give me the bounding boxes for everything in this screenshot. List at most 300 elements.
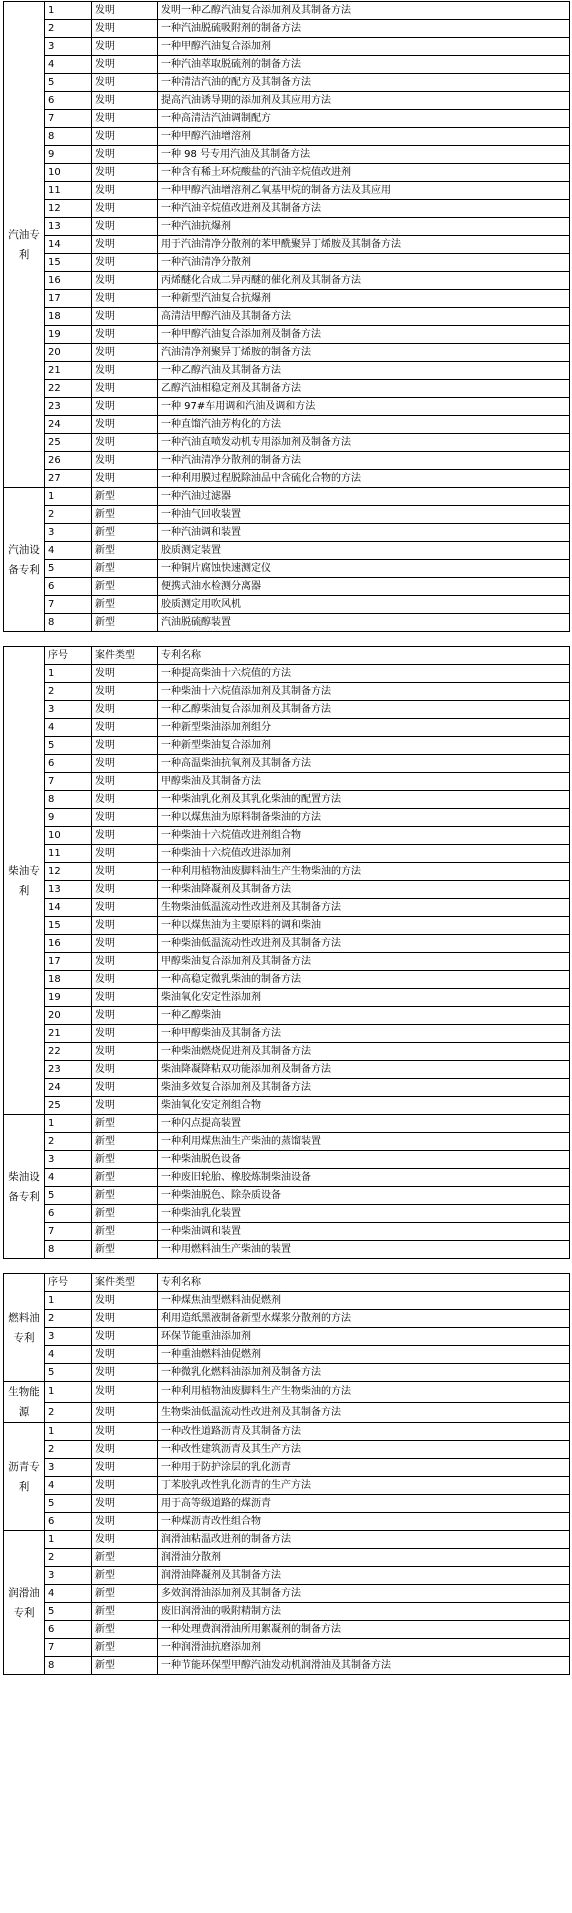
seq-cell: 3 [45, 1459, 92, 1477]
table-row [4, 1310, 570, 1328]
seq-cell: 3 [45, 1567, 92, 1585]
category-cell: 柴油专利 [4, 647, 45, 1115]
type-cell: 发明 [92, 1328, 158, 1346]
name-cell: 一种高清洁汽油调制配方 [158, 110, 570, 128]
type-cell: 发明 [92, 128, 158, 146]
category-cell: 生物能源 [4, 1382, 45, 1423]
name-cell: 一种煤焦油型燃料油促燃剂 [158, 1292, 570, 1310]
name-cell: 一种柴油脱色、除杂质设备 [158, 1187, 570, 1205]
type-cell: 发明 [92, 362, 158, 380]
patent-table [3, 646, 570, 1259]
type-cell: 发明 [92, 665, 158, 683]
patent-document [3, 1, 569, 1675]
seq-cell: 10 [45, 164, 92, 182]
table-row [4, 845, 570, 863]
seq-cell: 23 [45, 1061, 92, 1079]
category-cell: 沥青专利 [4, 1423, 45, 1531]
name-cell: 一种柴油低温流动性改进剂及其制备方法 [158, 935, 570, 953]
table-row [4, 2, 570, 20]
type-cell: 新型 [92, 1241, 158, 1259]
seq-cell: 8 [45, 128, 92, 146]
type-cell: 发明 [92, 1043, 158, 1061]
table-row [4, 917, 570, 935]
table-row [4, 1025, 570, 1043]
table-row [4, 1097, 570, 1115]
seq-cell: 5 [45, 560, 92, 578]
table-row [4, 1292, 570, 1310]
seq-cell: 1 [45, 1382, 92, 1403]
name-cell: 一种节能环保型甲醇汽油发动机润滑油及其制备方法 [158, 1657, 570, 1675]
seq-cell: 12 [45, 863, 92, 881]
table-row [4, 827, 570, 845]
name-cell: 胶质测定装置 [158, 542, 570, 560]
name-cell: 一种柴油十六烷值改进剂组合物 [158, 827, 570, 845]
type-cell: 发明 [92, 863, 158, 881]
seq-cell: 1 [45, 2, 92, 20]
table-row [4, 863, 570, 881]
name-cell: 一种润滑油抗磨添加剂 [158, 1639, 570, 1657]
table-row [4, 773, 570, 791]
type-cell: 发明 [92, 254, 158, 272]
name-cell: 一种柴油脱色设备 [158, 1151, 570, 1169]
name-cell: 发明一种乙醇汽油复合添加剂及其制备方法 [158, 2, 570, 20]
seq-cell: 3 [45, 1328, 92, 1346]
seq-cell: 18 [45, 308, 92, 326]
table-row [4, 524, 570, 542]
seq-cell: 2 [45, 683, 92, 701]
type-cell: 发明 [92, 380, 158, 398]
name-cell: 一种汽油萃取脱硫剂的制备方法 [158, 56, 570, 74]
seq-cell: 2 [45, 506, 92, 524]
type-cell: 发明 [92, 452, 158, 470]
name-cell: 一种利用植物油废脚料生产生物柴油的方法 [158, 1382, 570, 1403]
seq-cell: 2 [45, 20, 92, 38]
seq-cell: 18 [45, 971, 92, 989]
name-cell: 多效润滑油添加剂及其制备方法 [158, 1585, 570, 1603]
header-seq: 序号 [45, 1274, 92, 1292]
table-row [4, 719, 570, 737]
name-cell: 一种柴油十六烷值改进添加剂 [158, 845, 570, 863]
table-row [4, 308, 570, 326]
name-cell: 一种直馏汽油芳构化的方法 [158, 416, 570, 434]
name-cell: 一种乙醇柴油 [158, 1007, 570, 1025]
type-cell: 发明 [92, 74, 158, 92]
type-cell: 发明 [92, 1025, 158, 1043]
type-cell: 发明 [92, 971, 158, 989]
seq-cell: 15 [45, 917, 92, 935]
type-cell: 发明 [92, 326, 158, 344]
type-cell: 发明 [92, 1007, 158, 1025]
name-cell: 一种煤沥青改性组合物 [158, 1513, 570, 1531]
type-cell: 发明 [92, 20, 158, 38]
table-row [4, 488, 570, 506]
name-cell: 一种汽油抗爆剂 [158, 218, 570, 236]
name-cell: 一种高稳定微乳柴油的制备方法 [158, 971, 570, 989]
seq-cell: 4 [45, 1346, 92, 1364]
type-cell: 发明 [92, 719, 158, 737]
table-row [4, 1567, 570, 1585]
name-cell: 一种闪点提高装置 [158, 1115, 570, 1133]
seq-cell: 12 [45, 200, 92, 218]
type-cell: 发明 [92, 416, 158, 434]
name-cell: 一种汽油辛烷值改进剂及其制备方法 [158, 200, 570, 218]
seq-cell: 6 [45, 578, 92, 596]
table-row [4, 1402, 570, 1423]
table-row [4, 1169, 570, 1187]
seq-cell: 5 [45, 74, 92, 92]
name-cell: 胶质测定用吹风机 [158, 596, 570, 614]
seq-cell: 7 [45, 596, 92, 614]
seq-cell: 24 [45, 1079, 92, 1097]
type-cell: 发明 [92, 290, 158, 308]
name-cell: 生物柴油低温流动性改进剂及其制备方法 [158, 899, 570, 917]
table-row [4, 542, 570, 560]
table-row [4, 614, 570, 632]
table-row [4, 989, 570, 1007]
table-row [4, 128, 570, 146]
type-cell: 新型 [92, 1585, 158, 1603]
seq-cell: 10 [45, 827, 92, 845]
table-row [4, 701, 570, 719]
category-cell: 汽油设备专利 [4, 488, 45, 632]
seq-cell: 5 [45, 1364, 92, 1382]
category-cell: 润滑油专利 [4, 1531, 45, 1675]
seq-cell: 19 [45, 989, 92, 1007]
table-row [4, 452, 570, 470]
name-cell: 一种利用煤焦油生产柴油的蒸馏装置 [158, 1133, 570, 1151]
type-cell: 发明 [92, 953, 158, 971]
type-cell: 发明 [92, 200, 158, 218]
table-row [4, 326, 570, 344]
type-cell: 发明 [92, 344, 158, 362]
table-row [4, 1328, 570, 1346]
name-cell: 甲醇柴油及其制备方法 [158, 773, 570, 791]
seq-cell: 11 [45, 845, 92, 863]
seq-cell: 6 [45, 1621, 92, 1639]
table-row [4, 38, 570, 56]
table-row [4, 1657, 570, 1675]
table-row [4, 506, 570, 524]
seq-cell: 6 [45, 1513, 92, 1531]
seq-cell: 1 [45, 488, 92, 506]
name-cell: 便携式油水检测分离器 [158, 578, 570, 596]
type-cell: 新型 [92, 1151, 158, 1169]
table-row [4, 434, 570, 452]
type-cell: 新型 [92, 1169, 158, 1187]
seq-cell: 5 [45, 737, 92, 755]
name-cell: 用于高等级道路的煤沥青 [158, 1495, 570, 1513]
name-cell: 一种含有稀土环烷酸盐的汽油辛烷值改进剂 [158, 164, 570, 182]
type-cell: 新型 [92, 614, 158, 632]
seq-cell: 14 [45, 236, 92, 254]
table-row [4, 110, 570, 128]
name-cell: 一种甲醇汽油复合添加剂 [158, 38, 570, 56]
category-cell: 汽油专利 [4, 2, 45, 488]
type-cell: 发明 [92, 737, 158, 755]
table-row [4, 344, 570, 362]
table-row [4, 1241, 570, 1259]
seq-cell: 27 [45, 470, 92, 488]
seq-cell: 14 [45, 899, 92, 917]
seq-cell: 1 [45, 1115, 92, 1133]
type-cell: 发明 [92, 1459, 158, 1477]
table-row [4, 398, 570, 416]
seq-cell: 4 [45, 542, 92, 560]
table-row [4, 56, 570, 74]
table-row [4, 1531, 570, 1549]
table-row [4, 1459, 570, 1477]
table-row [4, 380, 570, 398]
name-cell: 一种以煤焦油为主要原料的调和柴油 [158, 917, 570, 935]
name-cell: 一种油气回收装置 [158, 506, 570, 524]
seq-cell: 23 [45, 398, 92, 416]
seq-cell: 4 [45, 1169, 92, 1187]
table-row [4, 92, 570, 110]
seq-cell: 4 [45, 1477, 92, 1495]
table-row [4, 362, 570, 380]
type-cell: 发明 [92, 683, 158, 701]
seq-cell: 8 [45, 1657, 92, 1675]
type-cell: 新型 [92, 1187, 158, 1205]
type-cell: 发明 [92, 1310, 158, 1328]
type-cell: 发明 [92, 935, 158, 953]
type-cell: 新型 [92, 506, 158, 524]
name-cell: 一种汽油清净分散剂 [158, 254, 570, 272]
type-cell: 发明 [92, 917, 158, 935]
table-row [4, 218, 570, 236]
type-cell: 发明 [92, 1423, 158, 1441]
seq-cell: 20 [45, 344, 92, 362]
seq-cell: 9 [45, 809, 92, 827]
table-row [4, 1079, 570, 1097]
type-cell: 发明 [92, 272, 158, 290]
table-row [4, 182, 570, 200]
seq-cell: 1 [45, 1423, 92, 1441]
type-cell: 发明 [92, 1402, 158, 1423]
name-cell: 一种利用膜过程脱除油品中含硫化合物的方法 [158, 470, 570, 488]
seq-cell: 17 [45, 953, 92, 971]
table-row [4, 1364, 570, 1382]
seq-cell: 2 [45, 1310, 92, 1328]
type-cell: 发明 [92, 1477, 158, 1495]
name-cell: 润滑油降凝剂及其制备方法 [158, 1567, 570, 1585]
seq-cell: 13 [45, 218, 92, 236]
name-cell: 提高汽油诱导期的添加剂及其应用方法 [158, 92, 570, 110]
table-row [4, 1585, 570, 1603]
table-row [4, 1061, 570, 1079]
table-row [4, 1151, 570, 1169]
table-row [4, 755, 570, 773]
type-cell: 新型 [92, 1115, 158, 1133]
type-cell: 发明 [92, 809, 158, 827]
type-cell: 新型 [92, 596, 158, 614]
type-cell: 发明 [92, 1346, 158, 1364]
name-cell: 一种新型柴油复合添加剂 [158, 737, 570, 755]
table-row [4, 935, 570, 953]
header-type: 案件类型 [92, 647, 158, 665]
type-cell: 发明 [92, 1061, 158, 1079]
name-cell: 柴油氧化安定性添加剂 [158, 989, 570, 1007]
name-cell: 一种甲醇汽油增溶剂 [158, 128, 570, 146]
type-cell: 发明 [92, 899, 158, 917]
name-cell: 一种重油燃料油促燃剂 [158, 1346, 570, 1364]
table-row [4, 1441, 570, 1459]
table-row [4, 1133, 570, 1151]
name-cell: 一种汽油调和装置 [158, 524, 570, 542]
name-cell: 环保节能重油添加剂 [158, 1328, 570, 1346]
name-cell: 一种甲醇柴油及其制备方法 [158, 1025, 570, 1043]
seq-cell: 6 [45, 1205, 92, 1223]
type-cell: 发明 [92, 791, 158, 809]
name-cell: 一种 98 号专用汽油及其制备方法 [158, 146, 570, 164]
seq-cell: 5 [45, 1187, 92, 1205]
table-row [4, 1187, 570, 1205]
table-row [4, 272, 570, 290]
seq-cell: 5 [45, 1495, 92, 1513]
table-row [4, 236, 570, 254]
type-cell: 新型 [92, 1639, 158, 1657]
seq-cell: 8 [45, 1241, 92, 1259]
name-cell: 一种乙醇汽油及其制备方法 [158, 362, 570, 380]
table-gap [3, 1259, 569, 1273]
table-row [4, 899, 570, 917]
seq-cell: 21 [45, 1025, 92, 1043]
type-cell: 新型 [92, 1549, 158, 1567]
table-header-row [4, 1274, 570, 1292]
seq-cell: 21 [45, 362, 92, 380]
name-cell: 汽油清净剂聚异丁烯胺的制备方法 [158, 344, 570, 362]
table-row [4, 1007, 570, 1025]
table-row [4, 146, 570, 164]
seq-cell: 7 [45, 110, 92, 128]
name-cell: 一种处理费润滑油所用絮凝剂的制备方法 [158, 1621, 570, 1639]
seq-cell: 17 [45, 290, 92, 308]
table-row [4, 1423, 570, 1441]
name-cell: 废旧润滑油的吸附精制方法 [158, 1603, 570, 1621]
type-cell: 发明 [92, 845, 158, 863]
table-row [4, 1495, 570, 1513]
type-cell: 发明 [92, 1097, 158, 1115]
seq-cell: 6 [45, 755, 92, 773]
type-cell: 发明 [92, 1531, 158, 1549]
table-row [4, 1477, 570, 1495]
seq-cell: 2 [45, 1133, 92, 1151]
seq-cell: 9 [45, 146, 92, 164]
table-row [4, 290, 570, 308]
type-cell: 发明 [92, 827, 158, 845]
type-cell: 新型 [92, 1567, 158, 1585]
type-cell: 发明 [92, 755, 158, 773]
table-row [4, 1223, 570, 1241]
name-cell: 一种新型汽油复合抗爆剂 [158, 290, 570, 308]
seq-cell: 4 [45, 1585, 92, 1603]
name-cell: 一种甲醇汽油增溶剂乙氧基甲烷的制备方法及其应用 [158, 182, 570, 200]
name-cell: 一种乙醇柴油复合添加剂及其制备方法 [158, 701, 570, 719]
name-cell: 柴油氧化安定剂组合物 [158, 1097, 570, 1115]
patent-table [3, 1, 570, 632]
type-cell: 新型 [92, 542, 158, 560]
seq-cell: 22 [45, 380, 92, 398]
name-cell: 一种汽油清净分散剂的制备方法 [158, 452, 570, 470]
seq-cell: 4 [45, 719, 92, 737]
type-cell: 新型 [92, 488, 158, 506]
type-cell: 新型 [92, 524, 158, 542]
table-row [4, 1346, 570, 1364]
name-cell: 一种甲醇汽油复合添加剂及制备方法 [158, 326, 570, 344]
header-name: 专利名称 [158, 1274, 570, 1292]
seq-cell: 5 [45, 1603, 92, 1621]
seq-cell: 25 [45, 434, 92, 452]
table-row [4, 1043, 570, 1061]
seq-cell: 2 [45, 1549, 92, 1567]
name-cell: 丙烯醚化合成二异丙醚的催化剂及其制备方法 [158, 272, 570, 290]
name-cell: 一种利用植物油废脚料油生产生物柴油的方法 [158, 863, 570, 881]
type-cell: 新型 [92, 1223, 158, 1241]
table-row [4, 1639, 570, 1657]
name-cell: 一种柴油燃烧促进剂及其制备方法 [158, 1043, 570, 1061]
seq-cell: 3 [45, 524, 92, 542]
category-cell: 柴油设备专利 [4, 1115, 45, 1259]
table-row [4, 665, 570, 683]
type-cell: 发明 [92, 773, 158, 791]
header-name: 专利名称 [158, 647, 570, 665]
type-cell: 新型 [92, 1133, 158, 1151]
type-cell: 发明 [92, 470, 158, 488]
name-cell: 甲醇柴油复合添加剂及其制备方法 [158, 953, 570, 971]
name-cell: 乙醇汽油相稳定剂及其制备方法 [158, 380, 570, 398]
table-row [4, 683, 570, 701]
name-cell: 一种汽油过滤器 [158, 488, 570, 506]
name-cell: 一种用于防护涂层的乳化沥青 [158, 1459, 570, 1477]
table-row [4, 1621, 570, 1639]
table-row [4, 416, 570, 434]
type-cell: 发明 [92, 434, 158, 452]
seq-cell: 1 [45, 1531, 92, 1549]
type-cell: 新型 [92, 560, 158, 578]
table-header-row [4, 647, 570, 665]
type-cell: 发明 [92, 701, 158, 719]
name-cell: 一种微乳化燃料油添加剂及制备方法 [158, 1364, 570, 1382]
name-cell: 一种柴油乳化剂及其乳化柴油的配置方法 [158, 791, 570, 809]
seq-cell: 6 [45, 92, 92, 110]
type-cell: 发明 [92, 1513, 158, 1531]
name-cell: 一种汽油脱硫吸附剂的制备方法 [158, 20, 570, 38]
seq-cell: 16 [45, 272, 92, 290]
table-row [4, 20, 570, 38]
type-cell: 新型 [92, 1205, 158, 1223]
table-row [4, 791, 570, 809]
seq-cell: 3 [45, 1151, 92, 1169]
table-row [4, 971, 570, 989]
table-row [4, 74, 570, 92]
seq-cell: 8 [45, 614, 92, 632]
type-cell: 新型 [92, 578, 158, 596]
name-cell: 一种用燃料油生产柴油的装置 [158, 1241, 570, 1259]
seq-cell: 8 [45, 791, 92, 809]
type-cell: 发明 [92, 110, 158, 128]
type-cell: 发明 [92, 989, 158, 1007]
name-cell: 一种柴油降凝剂及其制备方法 [158, 881, 570, 899]
seq-cell: 22 [45, 1043, 92, 1061]
seq-cell: 25 [45, 1097, 92, 1115]
name-cell: 一种改性建筑沥青及其生产方法 [158, 1441, 570, 1459]
table-row [4, 164, 570, 182]
seq-cell: 7 [45, 773, 92, 791]
seq-cell: 13 [45, 881, 92, 899]
header-seq: 序号 [45, 647, 92, 665]
seq-cell: 1 [45, 1292, 92, 1310]
table-row [4, 1115, 570, 1133]
